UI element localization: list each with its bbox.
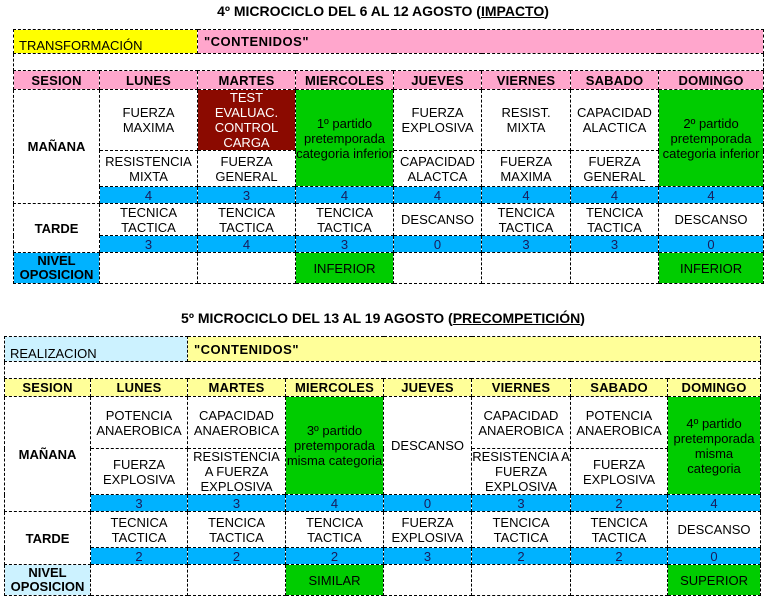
level-cell [394,253,482,284]
header-friday: VIERNES [472,379,571,397]
header-row [5,379,761,397]
morning-row-1 [14,90,764,151]
opposition-level-label: NIVEL OPOSICION [14,253,100,284]
title-prefix: 5º MICROCICLO DEL 13 AL 19 AGOSTO ( [181,310,453,326]
session-cell: FUERZA EXPLOSIVA [384,512,472,548]
opposition-level-label: NIVEL OPOSICION [5,565,91,596]
afternoon-row [14,204,764,236]
header-monday: LUNES [91,379,188,397]
load-value: 0 [659,236,764,253]
header-saturday: SABADO [571,71,659,90]
session-cell: FUERZA MAXIMA [100,90,198,151]
session-cell: RESISTENCIA A FUERZA EXPLOSIVA [188,449,286,495]
load-value: 3 [482,236,571,253]
morning-load-row [14,187,764,204]
session-cell: DESCANSO [384,397,472,495]
microcycle-5-title [0,310,766,326]
afternoon-label: TARDE [14,204,100,253]
header-session: SESION [14,71,100,90]
load-value: 2 [286,548,384,565]
header-sunday: DOMINGO [668,379,761,397]
session-cell: DESCANSO [659,204,764,236]
load-value: 0 [394,236,482,253]
match-cell: 2º partido pretemporada categoria inferior [659,90,764,187]
session-cell: DESCANSO [668,512,761,548]
match-cell: 4º partido pretemporada misma categoria [668,397,761,495]
load-value: 3 [571,236,659,253]
session-cell: FUERZA GENERAL [198,151,296,187]
load-value: 3 [198,187,296,204]
spacer-row [14,54,764,71]
session-cell: FUERZA EXPLOSIVA [571,449,668,495]
session-cell-test: TEST EVALUAC. CONTROL CARGA [198,90,296,151]
morning-load-row [5,495,761,512]
session-cell: FUERZA EXPLOSIVA [394,90,482,151]
level-cell [571,565,668,596]
session-cell: CAPACIDAD ANAEROBICA [472,397,571,449]
header-tuesday: MARTES [188,379,286,397]
phase-label: TRANSFORMACIÓN [14,30,198,54]
session-cell: TENCICA TACTICA [286,512,384,548]
afternoon-load-row [5,548,761,565]
level-cell [482,253,571,284]
session-cell: TECNICA TACTICA [100,204,198,236]
contents-label: "CONTENIDOS" [188,337,761,362]
opposition-level-row [5,565,761,596]
level-cell [91,565,188,596]
title-suffix: ) [580,310,585,326]
morning-label: MAÑANA [14,90,100,204]
title-suffix: ) [544,3,549,19]
afternoon-row [5,512,761,548]
load-value: 4 [482,187,571,204]
morning-row-1 [5,397,761,449]
header-row [14,71,764,90]
header-wednesday: MIERCOLES [296,71,394,90]
morning-label: MAÑANA [5,397,91,512]
session-cell: POTENCIA ANAEROBICA [571,397,668,449]
load-value: 4 [198,236,296,253]
load-value: 3 [91,495,188,512]
load-value: 0 [384,495,472,512]
session-cell: CAPACIDAD ALACTCA [394,151,482,187]
opposition-level-row [14,253,764,284]
title-phase: PRECOMPETICIÓN [452,310,581,326]
session-cell: TENCICA TACTICA [198,204,296,236]
session-cell: TENCICA TACTICA [482,204,571,236]
spacer-row [5,362,761,379]
header-thursday: JUEVES [384,379,472,397]
load-value: 2 [571,548,668,565]
load-value: 3 [296,236,394,253]
load-value: 3 [472,495,571,512]
load-value: 2 [472,548,571,565]
load-value: 4 [296,187,394,204]
level-cell [188,565,286,596]
level-cell [472,565,571,596]
session-cell: FUERZA MAXIMA [482,151,571,187]
load-value: 2 [571,495,668,512]
session-cell: RESISTENCIA A FUERZA EXPLOSIVA [472,449,570,494]
load-value: 3 [384,548,472,565]
header-tuesday: MARTES [198,71,296,90]
session-cell: TENCICA TACTICA [188,512,286,548]
match-cell: 1º partido pretemporada categoria inferior [296,90,394,187]
header-session: SESION [5,379,91,397]
load-value: 4 [659,187,764,204]
load-value: 4 [571,187,659,204]
level-cell: SUPERIOR [668,565,761,596]
load-value: 2 [188,548,286,565]
session-cell: TENCICA TACTICA [296,204,394,236]
session-cell: RESISTENCIA MIXTA [100,151,198,187]
level-cell: SIMILAR [286,565,384,596]
level-cell [384,565,472,596]
level-cell: INFERIOR [659,253,764,284]
contents-label: "CONTENIDOS" [198,30,764,54]
microcycle-4-title [0,3,766,19]
phase-label: REALIZACION [5,337,188,362]
load-value: 4 [100,187,198,204]
title-phase: IMPACTO [480,3,545,19]
load-value: 4 [286,495,384,512]
level-cell [198,253,296,284]
level-cell [571,253,659,284]
session-cell: RESIST. MIXTA [482,90,571,151]
session-cell: TENCICA TACTICA [472,512,571,548]
load-value: 3 [100,236,198,253]
header-wednesday: MIERCOLES [286,379,384,397]
level-cell: INFERIOR [296,253,394,284]
session-cell: TECNICA TACTICA [91,512,188,548]
match-cell: 3º partido pretemporada misma categoria [286,397,384,495]
title-prefix: 4º MICROCICLO DEL 6 AL 12 AGOSTO ( [217,3,481,19]
afternoon-load-row [14,236,764,253]
microcycle-4-table [13,29,764,284]
session-cell: FUERZA GENERAL [571,151,659,187]
microcycle-5-table [4,336,761,596]
header-monday: LUNES [100,71,198,90]
session-cell: TENCICA TACTICA [571,204,659,236]
load-value: 0 [668,548,761,565]
header-sunday: DOMINGO [659,71,764,90]
afternoon-label: TARDE [5,512,91,565]
load-value: 2 [91,548,188,565]
session-cell: DESCANSO [394,204,482,236]
load-value: 4 [394,187,482,204]
header-thursday: JUEVES [394,71,482,90]
header-saturday: SABADO [571,379,668,397]
session-cell: CAPACIDAD ALACTICA [571,90,659,151]
session-cell: FUERZA EXPLOSIVA [91,449,188,495]
load-value: 4 [668,495,761,512]
session-cell: TENCICA TACTICA [571,512,668,548]
session-cell: CAPACIDAD ANAEROBICA [188,397,286,449]
header-friday: VIERNES [482,71,571,90]
level-cell [100,253,198,284]
load-value: 3 [188,495,286,512]
session-cell: POTENCIA ANAEROBICA [91,397,188,449]
